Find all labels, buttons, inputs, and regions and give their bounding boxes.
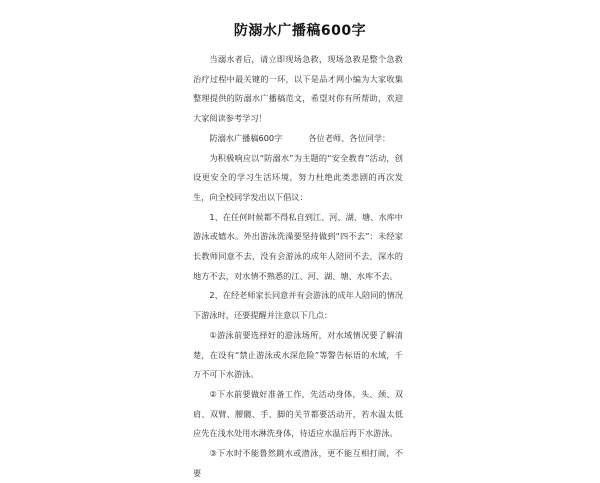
paragraph-1: 为积极响应以“防溺水”为主题的“安全教育”活动，创设更安全的学习生活环境，努力杜绝此类悲剧的再次发生，向全校同学发出以下倡议：	[193, 152, 403, 202]
article-body	[193, 50, 403, 483]
paragraph-3: 2、在经老师家长同意并有会游泳的成年人陪同的情况下游泳时，还要提醒并注意以下几点：	[193, 290, 403, 321]
subtitle-greeting-line	[193, 129, 403, 149]
intro-paragraph: 当溺水者后，请立即现场急救，现场急救是整个急救治疗过程中最关键的一环，以下是品才网小编为大家收集整理提供的防溺水广播稿范文，希望对你有所帮助，欢迎大家阅读参考学习！	[193, 54, 403, 124]
subtitle: 防溺水广播稿600字	[209, 132, 283, 143]
paragraph-6: ③下水时不能鲁然跳水或潜泳，更不能互相打闹，不要	[193, 448, 403, 478]
paragraph-2: 1、在任何时候都不得私自到江、河、湖、塘、水库中游泳或嬉水。外出游泳洗澡要坚持做到“四不去”：未经家长教师同意不去，没有会游泳的成年人陪同不去，深水的地方不去，对水情不熟悉的江、河、湖、塘、水库不去。	[193, 211, 403, 281]
greeting: 各位老师、各位同学：	[308, 132, 391, 143]
page-title: 防溺水广播稿600字	[233, 23, 367, 39]
paragraph-4: ①游泳前要选择好的游泳场所，对水域情况要了解清楚，在设有“禁止游泳或水深危险”等警告标语的水域，千万不可下水游泳。	[193, 329, 403, 380]
paragraph-5: ②下水前要做好准备工作，先活动身体，头、颈、双肩、双臂、腰髋、手、脚的关节都要活动开，若水温太低应先在浅水处用水淋洗身体，待适应水温后再下水游泳。	[193, 388, 403, 439]
